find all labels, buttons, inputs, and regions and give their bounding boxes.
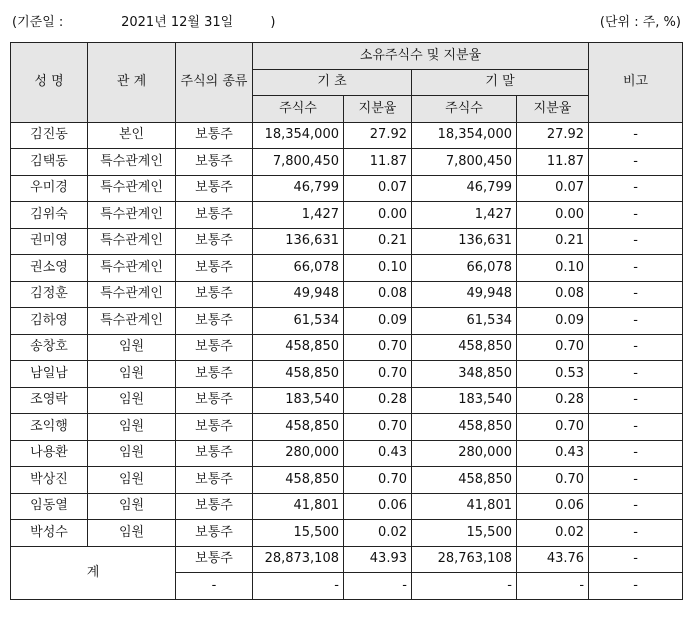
cell-end-shares: 1,427 [412,202,517,229]
cell-end-ratio: 0.21 [517,228,589,255]
cell-end-ratio: 11.87 [517,149,589,176]
cell-begin-ratio: 0.28 [344,387,412,414]
cell-end-ratio: 0.08 [517,281,589,308]
cell-end-ratio: 0.43 [517,440,589,467]
cell-remarks: - [589,334,683,361]
table-row [11,520,683,547]
header-ending: 기 말 [412,69,589,96]
header-relation: 관 계 [88,43,176,123]
cell-begin-shares: 280,000 [253,440,344,467]
header-begin-ratio: 지분율 [344,96,412,123]
cell-remarks: - [589,281,683,308]
cell-stock-type: 보통주 [176,228,253,255]
cell-name: 김정훈 [11,281,88,308]
cell-stock-type: 보통주 [176,334,253,361]
header-beginning: 기 초 [253,69,412,96]
cell-end-shares: 46,799 [412,175,517,202]
cell-end-shares: 136,631 [412,228,517,255]
cell-name: 김하영 [11,308,88,335]
cell-relation: 특수관계인 [88,308,176,335]
cell-name: 송창호 [11,334,88,361]
cell-stock-type: 보통주 [176,281,253,308]
cell-stock-type: 보통주 [176,202,253,229]
cell-begin-ratio: 0.00 [344,202,412,229]
header-ownership: 소유주식수 및 지분율 [253,43,589,70]
table-row [11,440,683,467]
header-end-ratio: 지분율 [517,96,589,123]
cell-end-shares: 458,850 [412,467,517,494]
cell-end-shares: 18,354,000 [412,122,517,149]
shareholding-table [10,42,683,600]
cell-stock-type: 보통주 [176,122,253,149]
table-row [11,467,683,494]
header-stock-type: 주식의 종류 [176,43,253,123]
cell-begin-shares: 49,948 [253,281,344,308]
cell-stock-type: 보통주 [176,520,253,547]
cell-name: 남일남 [11,361,88,388]
cell-relation: 특수관계인 [88,228,176,255]
cell-name: 나용환 [11,440,88,467]
cell-remarks: - [589,440,683,467]
table-row [11,202,683,229]
cell-relation: 임원 [88,467,176,494]
cell-relation: 특수관계인 [88,175,176,202]
table-row [11,493,683,520]
cell-begin-ratio: 0.70 [344,361,412,388]
cell-remarks: - [589,175,683,202]
table-row [11,308,683,335]
table-row [11,361,683,388]
cell-relation: 임원 [88,493,176,520]
cell-remarks: - [589,414,683,441]
total-cell-end-ratio: - [517,573,589,600]
cell-end-shares: 348,850 [412,361,517,388]
cell-end-ratio: 0.70 [517,414,589,441]
cell-relation: 임원 [88,520,176,547]
cell-end-shares: 61,534 [412,308,517,335]
table-row [11,334,683,361]
cell-end-shares: 41,801 [412,493,517,520]
cell-begin-ratio: 0.09 [344,308,412,335]
header-name: 성 명 [11,43,88,123]
cell-stock-type: 보통주 [176,361,253,388]
total-row [11,546,683,573]
cell-begin-ratio: 0.06 [344,493,412,520]
cell-name: 조영락 [11,387,88,414]
cell-begin-shares: 61,534 [253,308,344,335]
cell-stock-type: 보통주 [176,387,253,414]
cell-end-ratio: 0.53 [517,361,589,388]
cell-begin-shares: 7,800,450 [253,149,344,176]
cell-remarks: - [589,228,683,255]
total-cell-end-shares: - [412,573,517,600]
cell-end-shares: 183,540 [412,387,517,414]
cell-stock-type: 보통주 [176,255,253,282]
table-row [11,387,683,414]
total-cell-begin-shares: - [253,573,344,600]
cell-end-ratio: 0.09 [517,308,589,335]
cell-relation: 본인 [88,122,176,149]
unit-label: (단위 : 주, %) [599,15,681,30]
cell-name: 조익행 [11,414,88,441]
cell-name: 임동열 [11,493,88,520]
cell-end-shares: 15,500 [412,520,517,547]
total-cell-end-ratio: 43.76 [517,546,589,573]
table-row [11,175,683,202]
cell-begin-ratio: 0.10 [344,255,412,282]
cell-begin-shares: 136,631 [253,228,344,255]
cell-end-shares: 458,850 [412,414,517,441]
cell-relation: 특수관계인 [88,255,176,282]
cell-end-shares: 458,850 [412,334,517,361]
cell-begin-shares: 458,850 [253,414,344,441]
cell-begin-shares: 66,078 [253,255,344,282]
cell-begin-ratio: 0.02 [344,520,412,547]
cell-end-shares: 49,948 [412,281,517,308]
table-row [11,122,683,149]
table-row [11,228,683,255]
cell-name: 김택동 [11,149,88,176]
cell-name: 권미영 [11,228,88,255]
cell-relation: 특수관계인 [88,202,176,229]
total-cell-stock-type: 보통주 [176,546,253,573]
cell-remarks: - [589,122,683,149]
cell-name: 김위숙 [11,202,88,229]
total-cell-begin-ratio: - [344,573,412,600]
cell-remarks: - [589,202,683,229]
cell-end-ratio: 27.92 [517,122,589,149]
cell-stock-type: 보통주 [176,440,253,467]
table-row [11,149,683,176]
header-begin-shares: 주식수 [253,96,344,123]
cell-relation: 임원 [88,440,176,467]
cell-remarks: - [589,149,683,176]
cell-end-ratio: 0.28 [517,387,589,414]
cell-stock-type: 보통주 [176,493,253,520]
cell-end-shares: 66,078 [412,255,517,282]
cell-end-ratio: 0.06 [517,493,589,520]
cell-remarks: - [589,361,683,388]
total-cell-remarks: - [589,573,683,600]
cell-begin-ratio: 0.21 [344,228,412,255]
table-row [11,281,683,308]
cell-remarks: - [589,387,683,414]
cell-stock-type: 보통주 [176,467,253,494]
cell-relation: 특수관계인 [88,149,176,176]
cell-begin-shares: 458,850 [253,467,344,494]
cell-begin-ratio: 11.87 [344,149,412,176]
header-remarks: 비고 [589,43,683,123]
cell-begin-ratio: 27.92 [344,122,412,149]
cell-relation: 임원 [88,387,176,414]
cell-begin-shares: 183,540 [253,387,344,414]
cell-relation: 임원 [88,334,176,361]
cell-begin-ratio: 0.70 [344,334,412,361]
cell-name: 박상진 [11,467,88,494]
cell-begin-shares: 1,427 [253,202,344,229]
cell-stock-type: 보통주 [176,308,253,335]
total-cell-end-shares: 28,763,108 [412,546,517,573]
cell-begin-shares: 458,850 [253,334,344,361]
cell-begin-ratio: 0.43 [344,440,412,467]
cell-begin-shares: 15,500 [253,520,344,547]
table-row [11,414,683,441]
cell-stock-type: 보통주 [176,149,253,176]
cell-end-ratio: 0.00 [517,202,589,229]
cell-relation: 특수관계인 [88,281,176,308]
cell-remarks: - [589,255,683,282]
header-end-shares: 주식수 [412,96,517,123]
cell-end-ratio: 0.07 [517,175,589,202]
cell-begin-shares: 46,799 [253,175,344,202]
cell-end-ratio: 0.10 [517,255,589,282]
cell-name: 박성수 [11,520,88,547]
cell-end-ratio: 0.70 [517,467,589,494]
total-cell-remarks: - [589,546,683,573]
total-cell-stock-type: - [176,573,253,600]
table-caption [12,11,681,31]
cell-begin-ratio: 0.08 [344,281,412,308]
base-date: (기준일 : 2021년 12월 31일 ) [12,15,276,30]
cell-name: 김진동 [11,122,88,149]
cell-stock-type: 보통주 [176,414,253,441]
cell-remarks: - [589,308,683,335]
cell-relation: 임원 [88,361,176,388]
cell-end-ratio: 0.70 [517,334,589,361]
total-cell-begin-ratio: 43.93 [344,546,412,573]
cell-begin-ratio: 0.07 [344,175,412,202]
total-cell-begin-shares: 28,873,108 [253,546,344,573]
cell-begin-shares: 18,354,000 [253,122,344,149]
cell-begin-ratio: 0.70 [344,467,412,494]
table-row [11,255,683,282]
cell-end-shares: 7,800,450 [412,149,517,176]
cell-name: 권소영 [11,255,88,282]
cell-remarks: - [589,493,683,520]
cell-end-ratio: 0.02 [517,520,589,547]
cell-remarks: - [589,520,683,547]
cell-relation: 임원 [88,414,176,441]
cell-begin-ratio: 0.70 [344,414,412,441]
cell-stock-type: 보통주 [176,175,253,202]
cell-remarks: - [589,467,683,494]
total-label: 계 [11,546,176,599]
cell-name: 우미경 [11,175,88,202]
cell-begin-shares: 41,801 [253,493,344,520]
table-body [11,122,683,599]
cell-begin-shares: 458,850 [253,361,344,388]
cell-end-shares: 280,000 [412,440,517,467]
